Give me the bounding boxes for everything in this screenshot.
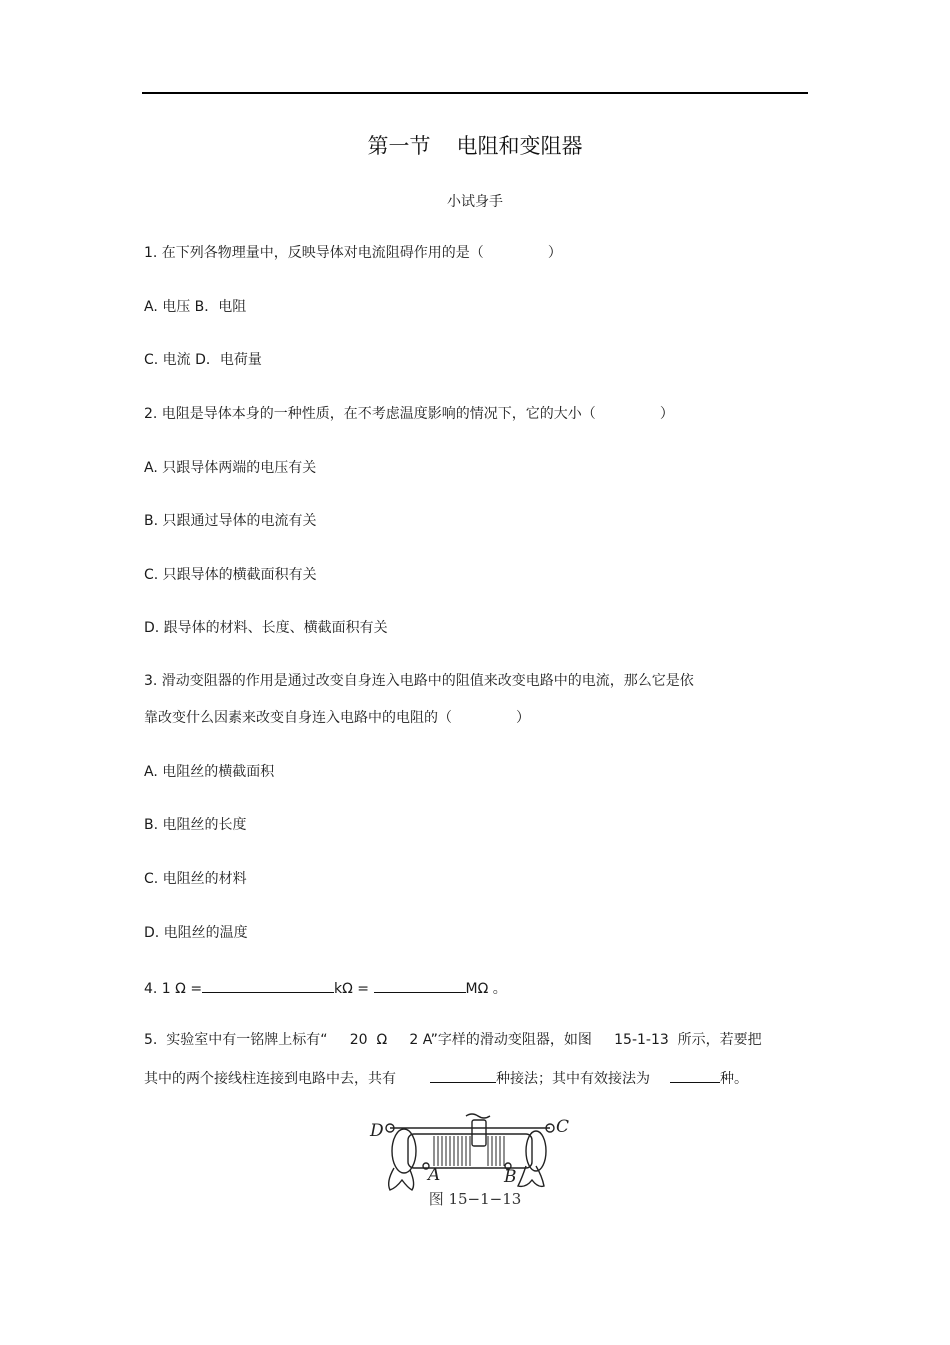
question-1-option-row-2: C. 电流 D．电荷量: [144, 352, 262, 368]
label-d: D: [370, 1121, 384, 1141]
slider-contact: [472, 1120, 486, 1146]
question-4-mid: kΩ =: [334, 981, 370, 997]
question-3-option-b: B. 电阻丝的长度: [144, 817, 247, 833]
question-1: [144, 243, 562, 263]
figure-caption: 图 15−1−13: [428, 1190, 522, 1208]
question-2-option-c: C. 只跟导体的横截面积有关: [144, 567, 317, 583]
question-2-option-d: D. 跟导体的材料、长度、横截面积有关: [144, 620, 388, 636]
question-1-close: ）: [547, 245, 562, 261]
question-5-line-2: [144, 1067, 748, 1089]
question-3-line-1: 3. 滑动变阻器的作用是通过改变自身连入电路中的阻值来改变电路中的电流，那么它是依: [144, 673, 694, 689]
question-5-text-c: 种。: [720, 1071, 748, 1087]
question-4-prefix: 4. 1 Ω =: [144, 981, 203, 997]
answer-blank-3[interactable]: [430, 1067, 496, 1083]
question-3-text: 靠改变什么因素来改变自身连入电路中的电阻的（: [144, 710, 452, 726]
header-rule: [142, 92, 808, 94]
slider-knob: [466, 1114, 490, 1118]
section-subtitle: 小试身手: [447, 194, 503, 210]
question-3-close: ）: [516, 710, 530, 726]
question-2-option-b: B. 只跟通过导体的电流有关: [144, 513, 317, 529]
page-title: [0, 130, 950, 160]
label-a: A: [428, 1165, 441, 1185]
left-end-cap: [392, 1129, 416, 1173]
question-3-line-2: [144, 708, 530, 728]
question-5-line-1: 5. 实验室中有一铭牌上标有“ 20 Ω 2 A”字样的滑动变阻器，如图 15-1-13 所示，若要把: [144, 1032, 762, 1048]
answer-blank-2[interactable]: [374, 977, 466, 993]
label-b: B: [504, 1167, 517, 1187]
question-3-option-c: C. 电阻丝的材料: [144, 871, 247, 887]
question-4-suffix: MΩ 。: [465, 981, 507, 997]
question-2-option-a: A. 只跟导体两端的电压有关: [144, 460, 317, 476]
title-section: 第一节: [367, 134, 431, 158]
coil-windings: [434, 1136, 504, 1166]
label-c: C: [556, 1117, 570, 1137]
question-2-text: 2. 电阻是导体本身的一种性质，在不考虑温度影响的情况下，它的大小（: [144, 406, 596, 422]
question-4: [144, 977, 507, 999]
answer-blank-4[interactable]: [670, 1067, 720, 1083]
question-1-option-row-1: A. 电压 B．电阻: [144, 299, 247, 315]
left-leg: [389, 1168, 414, 1190]
question-3-option-d: D. 电阻丝的温度: [144, 925, 248, 941]
question-2: [144, 404, 674, 424]
question-1-text: 1. 在下列各物理量中，反映导体对电流阻碍作用的是（: [144, 245, 484, 261]
question-5-text-b: 种接法；其中有效接法为: [496, 1071, 650, 1087]
answer-blank-1[interactable]: [202, 977, 334, 993]
title-topic: 电阻和变阻器: [456, 134, 583, 158]
right-end-cap: [526, 1131, 546, 1171]
question-2-close: ）: [659, 406, 674, 422]
question-5-text-a: 其中的两个接线柱连接到电路中去，共有: [144, 1071, 396, 1087]
question-3-option-a: A. 电阻丝的横截面积: [144, 764, 275, 780]
